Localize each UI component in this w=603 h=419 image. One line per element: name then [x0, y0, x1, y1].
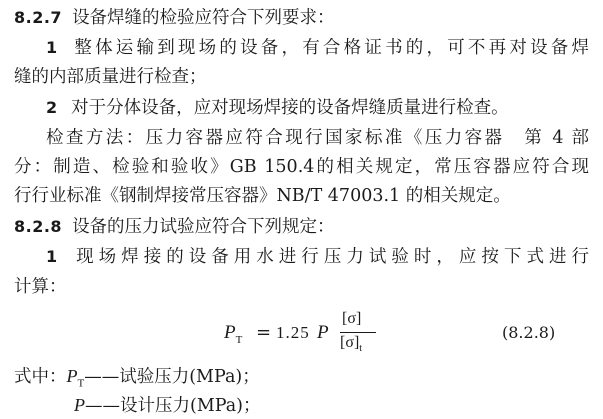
formula-number: (8.2.8) — [502, 323, 556, 342]
clause-8-2-7-item-1-line-2: 缝的内部质量进行检查； — [14, 67, 207, 87]
variables-intro: 式中： — [14, 367, 67, 387]
item-number: 2 — [46, 98, 58, 117]
clause-number: 8.2.7 — [14, 8, 63, 27]
formula-p: P — [317, 322, 329, 343]
item-number: 1 — [46, 38, 58, 57]
inspection-method-line-1: 检查方法：压力容器应符合现行国家标准《压力容器 第 4 部 — [46, 128, 589, 148]
variable-description: ——试验压力(MPa)； — [84, 367, 260, 387]
clause-8-2-7-heading — [14, 7, 589, 29]
formula-fraction — [338, 310, 378, 358]
fraction-numerator: [σ] — [342, 310, 362, 327]
variable-definition-p — [74, 394, 261, 417]
fraction-bar — [340, 332, 376, 333]
clause-title: 设备焊缝的检验应符合下列要求： — [72, 8, 335, 28]
item-text: 整体运输到现场的设备，有合格证书的，可不再对设备焊 — [71, 38, 589, 58]
item-number: 1 — [46, 247, 58, 266]
formula-lhs: $P_T$ — [224, 322, 243, 346]
item-text: 现场焊接的设备用水进行压力试验时，应按下式进行 — [71, 247, 589, 267]
variable-description: ——设计压力(MPa)； — [85, 396, 261, 416]
formula-8-2-8 — [0, 310, 603, 358]
variable-symbol: $P_T$ — [66, 366, 85, 390]
clause-8-2-8-item-1-line-2: 计算： — [14, 277, 67, 297]
clause-8-2-8-item-1-line-1 — [46, 246, 589, 268]
variable-symbol: P — [74, 395, 85, 415]
variable-definition-pt — [14, 365, 260, 395]
clause-8-2-8-heading — [14, 216, 589, 238]
formula-equals: = — [256, 322, 272, 343]
clause-8-2-7-item-1-line-1 — [46, 37, 589, 59]
formula-coefficient: 1.25 — [276, 323, 310, 342]
item-text: 对于分体设备，应对现场焊接的设备焊缝质量进行检查。 — [71, 98, 509, 118]
inspection-method-line-3: 行行业标准《钢制焊接常压容器》NB/T 47003.1 的相关规定。 — [14, 186, 511, 206]
clause-title: 设备的压力试验应符合下列规定： — [72, 217, 335, 237]
fraction-denominator: $[\sigma]_t$ — [340, 334, 363, 355]
clause-8-2-7-item-2 — [46, 97, 589, 119]
clause-number: 8.2.8 — [14, 217, 63, 236]
inspection-method-line-2: 分：制造、检验和验收》GB 150.4的相关规定，常压容器应符合现 — [14, 157, 589, 177]
